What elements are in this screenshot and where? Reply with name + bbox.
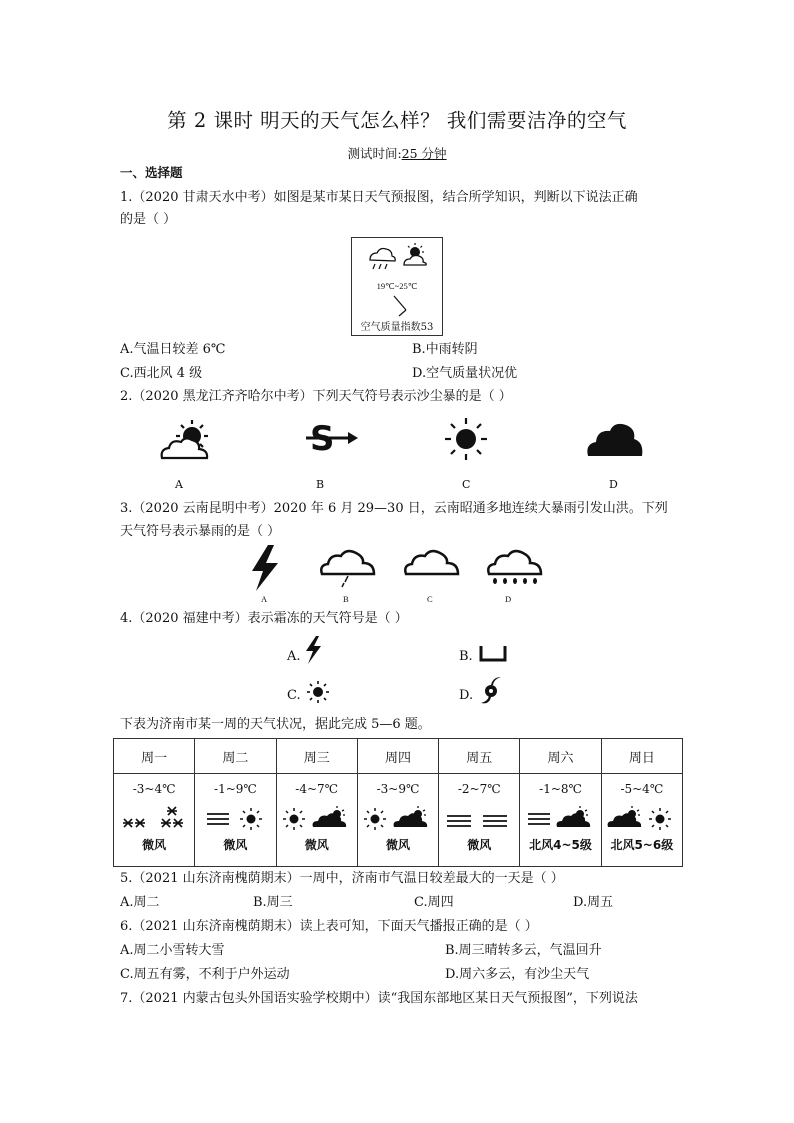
q4-label-c: C.	[287, 688, 301, 703]
day-header: 周四	[357, 739, 438, 774]
q4-sun-icon[interactable]	[306, 680, 330, 704]
q4-text: 4.（2020 福建中考）表示霜冻的天气符号是（ ）	[120, 611, 408, 626]
q3-text-line1: 3.（2020 云南昆明中考）2020 年 6 月 29—30 日，云南昭通多地连续大暴雨引发山洪。下列	[120, 501, 668, 516]
q1-option-b[interactable]: B.中雨转阴	[412, 342, 478, 357]
temperature-range: -2~7℃	[457, 782, 501, 796]
test-time	[0, 144, 794, 162]
q2-cloudy-icon[interactable]	[585, 420, 645, 458]
fog-sun-icon	[195, 802, 271, 830]
q3-label-a: A	[261, 594, 268, 604]
weather-cell-mon	[114, 774, 195, 867]
temperature-range: -3~4℃	[132, 782, 176, 796]
q5-option-a[interactable]: A.周二	[120, 895, 160, 910]
weather-cell-fri	[439, 774, 520, 867]
forecast-figure	[351, 237, 443, 336]
q6-option-b[interactable]: B.周三晴转多云，气温回升	[445, 943, 602, 958]
q4-frost-icon[interactable]	[478, 644, 508, 664]
q4-label-d: D.	[459, 688, 474, 703]
day-header: 周三	[276, 739, 357, 774]
partly-cloudy-icon	[404, 243, 426, 265]
q3-rainstorm-icon[interactable]	[485, 548, 545, 588]
q1-text-line1: 1.（2020 甘肃天水中考）如图是某市某日天气预报图，结合所学知识，判断以下说法正确	[120, 190, 638, 205]
test-time-label: 测试时间:	[347, 146, 402, 161]
fog-fog-icon	[439, 802, 515, 830]
weather-cell-sat	[520, 774, 601, 867]
q2-text: 2.（2020 黑龙江齐齐哈尔中考）下列天气符号表示沙尘暴的是（ ）	[120, 389, 512, 404]
weather-table	[113, 738, 683, 867]
q4-lightning-icon[interactable]	[304, 636, 322, 664]
day-header: 周日	[601, 739, 682, 774]
wind-level: 微风	[304, 838, 329, 852]
day-header: 周一	[114, 739, 195, 774]
wind-level: 微风	[467, 838, 492, 852]
wind-symbol-icon	[394, 296, 406, 316]
q2-sandstorm-icon[interactable]	[304, 418, 360, 458]
weather-table-body-row	[114, 774, 683, 867]
q3-text-line2: 天气符号表示暴雨的是（ ）	[120, 524, 281, 539]
q6-option-c[interactable]: C.周五有雾，不利于户外运动	[120, 967, 290, 982]
q1-option-d[interactable]: D.空气质量状况优	[412, 366, 518, 381]
temperature-range: -4~7℃	[295, 782, 339, 796]
q6-text: 6.（2021 山东济南槐荫期末）读上表可知，下面天气播报正确的是（ ）	[120, 919, 538, 934]
day-header: 周五	[439, 739, 520, 774]
wind-level: 北风5~6级	[610, 838, 674, 852]
weather-cell-thu	[357, 774, 438, 867]
q5-option-c[interactable]: C.周四	[414, 895, 454, 910]
partly-cloudy-sun-icon	[602, 802, 678, 830]
sun-partly-cloudy-icon	[277, 802, 353, 830]
q5-option-d[interactable]: D.周五	[573, 895, 614, 910]
temperature-range: -5~4℃	[620, 782, 664, 796]
section-heading: 一、选择题	[120, 165, 183, 180]
forecast-temperature: 19℃~25℃	[376, 281, 418, 291]
page-title: 第 2 课时 明天的天气怎么样？ 我们需要洁净的空气	[167, 109, 627, 132]
temperature-range: -1~9℃	[214, 782, 257, 796]
q6-option-d[interactable]: D.周六多云，有沙尘天气	[445, 967, 590, 982]
day-header: 周六	[520, 739, 601, 774]
temperature-range: -3~9℃	[376, 782, 420, 796]
rain-cloud-icon	[370, 249, 395, 270]
q1-option-c[interactable]: C.西北风 4 级	[120, 366, 203, 381]
q2-sun-icon[interactable]	[443, 416, 489, 462]
q7-text: 7.（2021 内蒙古包头外国语实验学校期中）读“我国东部地区某日天气预报图”，下列说法	[120, 991, 638, 1006]
q3-cloud-icon[interactable]	[402, 548, 462, 580]
q3-label-c: C	[427, 594, 433, 604]
q1-option-a[interactable]: A.气温日较差 6℃	[120, 342, 226, 357]
q4-label-b: B.	[459, 649, 473, 664]
temperature-range: -1~8℃	[539, 782, 582, 796]
q4-typhoon-icon[interactable]	[478, 676, 504, 704]
wind-level: 微风	[142, 838, 167, 852]
table-intro: 下表为济南市某一周的天气状况，据此完成 5—6 题。	[120, 717, 431, 732]
q3-label-b: B	[343, 594, 349, 604]
q2-label-d: D	[609, 478, 618, 491]
wind-level: 微风	[223, 838, 248, 852]
weather-cell-tue	[195, 774, 276, 867]
q5-text: 5.（2021 山东济南槐荫期末）一周中，济南市气温日较差最大的一天是（ ）	[120, 871, 564, 886]
q1-text-line2: 的是（ ）	[120, 212, 177, 227]
wind-level: 微风	[385, 838, 410, 852]
q2-label-c: C	[462, 478, 471, 491]
sun-partly-cloudy-icon	[358, 802, 434, 830]
weather-cell-wed	[276, 774, 357, 867]
q5-option-b[interactable]: B.周三	[253, 895, 293, 910]
day-header: 周二	[195, 739, 276, 774]
q6-option-a[interactable]: A.周二小雪转大雪	[120, 943, 225, 958]
q2-label-b: B	[316, 478, 325, 491]
snow-heavy-snow-icon	[114, 802, 190, 830]
weather-cell-sun	[601, 774, 682, 867]
q2-partly-cloudy-icon[interactable]	[158, 418, 218, 464]
q3-lightning-icon[interactable]	[248, 545, 280, 591]
test-time-value: 25 分钟	[401, 146, 447, 161]
svg-text:S: S	[310, 419, 335, 458]
q2-label-a: A	[175, 478, 183, 491]
fog-partly-cloudy-icon	[520, 802, 596, 830]
forecast-aqi: 空气质量指数53	[360, 322, 434, 333]
q4-label-a: A.	[287, 649, 301, 664]
weather-table-header-row	[114, 739, 683, 774]
wind-level: 北风4~5级	[529, 838, 592, 852]
q3-label-d: D	[505, 594, 512, 604]
q3-light-rain-icon[interactable]	[318, 548, 378, 588]
